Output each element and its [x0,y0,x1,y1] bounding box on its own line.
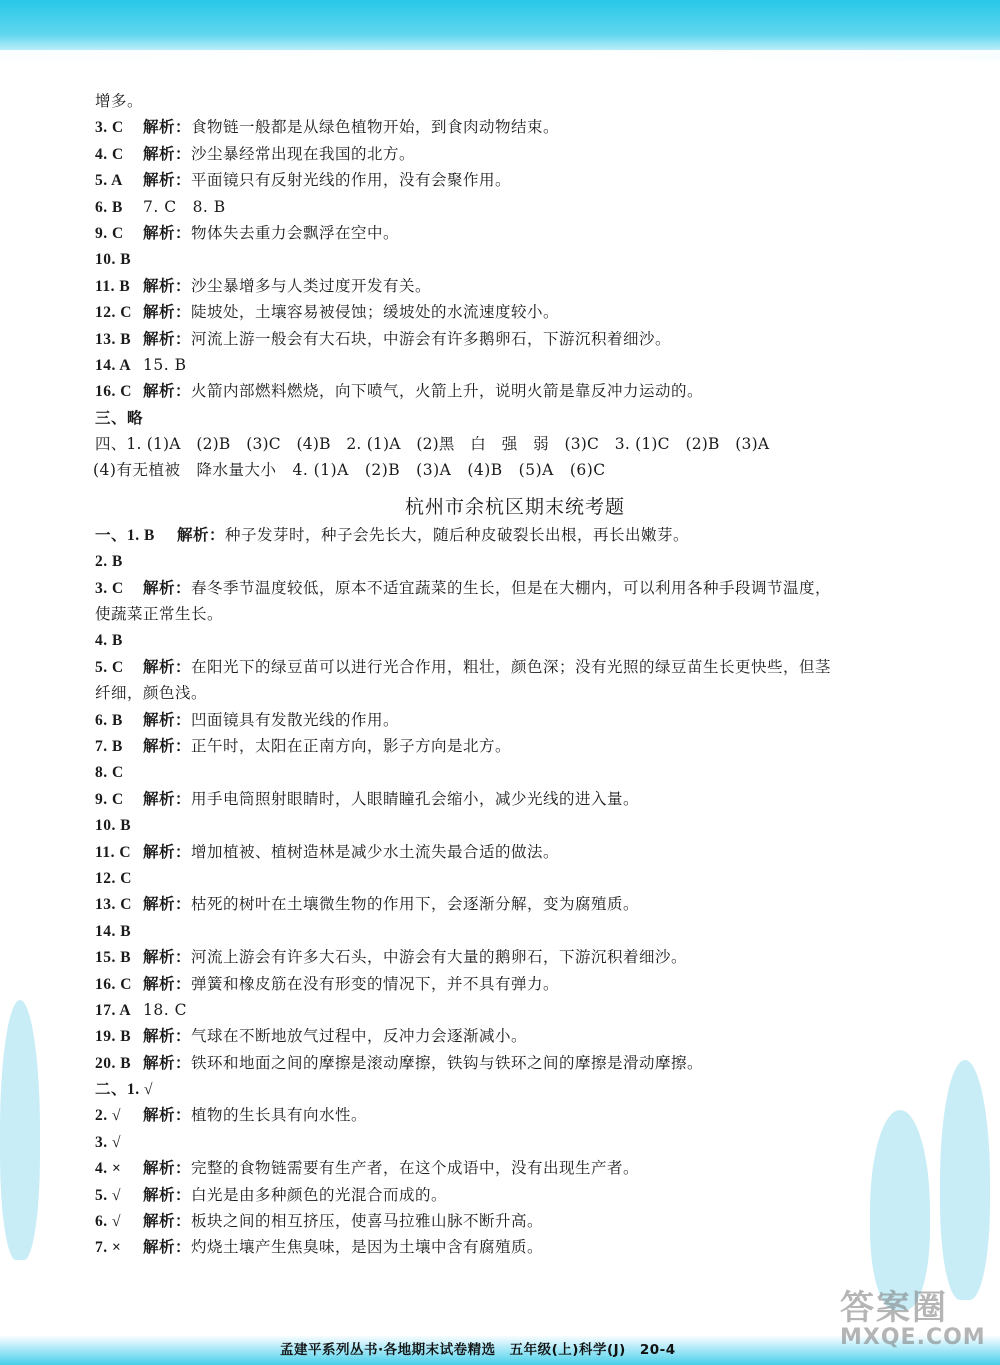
answer-number: 16. C [95,383,132,401]
answer-text: 完整的食物链需要有生产者，在这个成语中，没有出现生产者。 [191,1159,640,1178]
answer-number: 二、1. √ [95,1081,154,1099]
watermark-text: 答案圈 [840,1288,948,1328]
exam-title: 杭州市余杭区期末统考题 [404,495,625,518]
answer-line [95,575,935,601]
answer-number: 4. C [95,145,124,163]
analysis-label: 解析： [143,143,192,163]
answer-number: 6. B [95,711,123,729]
answer-line [95,1208,935,1234]
analysis-label: 解析： [143,577,192,597]
answer-text: 凹面镜具有发散光线的作用。 [191,710,400,729]
analysis-label: 解析： [143,894,192,914]
answer-text: 弹簧和橡皮筋在没有形变的情况下，并不具有弹力。 [191,974,560,993]
section-four-line-2: (4)有无植被 降水量大小 4. (1)A (2)B (3)A (4)B (5)A (6)C [93,461,606,480]
watermark-url: MXQE.COM [840,1325,986,1350]
answer-number: 3. C [95,119,124,137]
answer-line [95,891,935,917]
analysis-label: 解析： [143,1052,192,1072]
answer-line [95,1129,935,1155]
analysis-label: 解析： [143,117,192,137]
page-footer: 孟建平系列丛书·各地期末试卷精选 五年级(上)科学(J) 20-4 [280,1342,676,1358]
analysis-label: 解析： [143,170,192,190]
answer-line [95,1050,935,1076]
answer-number: 14. B [95,922,132,940]
answer-line [95,88,935,114]
analysis-label: 解析： [143,656,192,676]
answer-line [95,1155,935,1181]
answer-text: 气球在不断地放气过程中，反冲力会逐渐减小。 [191,1027,528,1046]
answer-line [95,918,935,944]
answer-line [95,548,935,574]
answer-number: 11. B [95,277,131,295]
section-previous-answers [95,88,935,405]
section-yuhang-answers [95,522,935,1261]
answer-number: 8. C [95,764,124,782]
answer-line [95,352,935,378]
answer-number: 12. C [95,869,132,887]
answer-text: 种子发芽时，种子会先长大，随后种皮破裂长出根，再长出嫩芽。 [225,525,690,544]
answer-number: 17. A [95,1001,132,1019]
answer-line [95,707,935,733]
analysis-label: 解析： [143,709,192,729]
reed-decor-left [0,1000,40,1260]
answer-number: 5. A [95,172,123,190]
answer-number: 5. √ [95,1186,122,1204]
analysis-label: 解析： [143,328,192,348]
answer-number: 2. B [95,553,123,571]
answer-line [95,1234,935,1260]
analysis-label: 解析： [143,788,192,808]
answer-line [95,378,935,404]
answer-line [95,812,935,838]
analysis-label: 解析： [143,1158,192,1178]
answer-number: 20. B [95,1054,132,1072]
answer-number: 12. C [95,304,132,322]
answer-number: 5. C [95,658,124,676]
analysis-label: 解析： [143,973,192,993]
answer-line [95,627,935,653]
answer-line [95,194,935,220]
answer-text: 河流上游会有许多大石头，中游会有大量的鹅卵石，下游沉积着细沙。 [191,948,688,967]
section-four-line-1: 四、1. (1)A (2)B (3)C (4)B 2. (1)A (2)黑 白 强 弱 (3)C 3. (1)C (2)B (3)A [95,435,770,454]
answer-line [95,971,935,997]
answer-text: 沙尘暴增多与人类过度开发有关。 [191,276,432,295]
answer-content [95,88,935,1261]
watermark-logo [840,1280,990,1360]
answer-line [95,299,935,325]
answer-line [95,114,935,140]
reed-decor-right2 [940,1060,990,1300]
answer-number: 4. × [95,1160,122,1178]
answer-line [95,220,935,246]
answer-text: 在阳光下的绿豆苗可以进行光合作用，粗壮，颜色深；没有光照的绿豆苗生长更快些，但茎 [191,657,832,676]
answer-text: 纤细，颜色浅。 [95,684,208,703]
answer-number: 一、1. B [95,526,155,544]
answer-number: 6. B [95,198,123,216]
answer-text: 增加植被、植树造林是减少水土流失最合适的做法。 [191,842,560,861]
answer-line [95,1102,935,1128]
answer-text: 使蔬菜正常生长。 [95,605,224,624]
answer-number: 13. B [95,330,132,348]
analysis-label: 解析： [143,275,192,295]
answer-line [95,1182,935,1208]
analysis-label: 解析： [143,1237,192,1257]
top-decor-band [0,0,1000,62]
answer-line [95,786,935,812]
answer-text: 7. C 8. B [143,197,226,216]
answer-text: 物体失去重力会飘浮在空中。 [191,223,400,242]
answer-line [95,839,935,865]
analysis-label: 解析： [143,381,192,401]
answer-line [95,997,935,1023]
answer-line [95,522,935,548]
analysis-label: 解析： [143,1026,192,1046]
answer-number: 7. B [95,737,123,755]
answer-line [95,246,935,272]
answer-number: 14. A [95,356,132,374]
answer-text: 灼烧土壤产生焦臭味，是因为土壤中含有腐殖质。 [191,1238,544,1257]
answer-text: 火箭内部燃料燃烧，向下喷气，火箭上升，说明火箭是靠反冲力运动的。 [191,382,704,401]
answer-text: 白光是由多种颜色的光混合而成的。 [191,1185,448,1204]
answer-number: 3. √ [95,1133,122,1151]
analysis-label: 解析： [143,1105,192,1125]
answer-text: 15. B [143,355,187,374]
answer-number: 10. B [95,817,132,835]
answer-text: 增多。 [95,92,144,110]
analysis-label: 解析： [143,735,192,755]
answer-number: 13. C [95,896,132,914]
answer-number: 6. √ [95,1213,122,1231]
section-three-line: 三、略 [95,407,144,427]
answer-text: 枯死的树叶在土壤微生物的作用下，会逐渐分解，变为腐殖质。 [191,895,640,914]
answer-line [95,273,935,299]
answer-text: 用手电筒照射眼睛时，人眼睛瞳孔会缩小，减少光线的进入量。 [191,789,640,808]
answer-number: 16. C [95,975,132,993]
answer-line [95,1023,935,1049]
answer-line [95,733,935,759]
analysis-label: 解析： [143,841,192,861]
analysis-label: 解析： [143,222,192,242]
answer-number: 10. B [95,251,132,269]
answer-line [95,654,935,680]
analysis-label: 解析： [143,1211,192,1231]
answer-line [95,759,935,785]
answer-text: 板块之间的相互挤压，使喜马拉雅山脉不断升高。 [191,1212,544,1231]
answer-line [95,680,935,706]
analysis-label: 解析： [143,947,192,967]
answer-text: 春冬季节温度较低，原本不适宜蔬菜的生长，但是在大棚内，可以利用各种手段调节温度， [191,578,832,597]
answer-text: 河流上游一般会有大石块，中游会有许多鹅卵石，下游沉积着细沙。 [191,329,672,348]
answer-number: 7. × [95,1239,122,1257]
answer-text: 植物的生长具有向水性。 [191,1106,368,1125]
answer-text: 陡坡处，土壤容易被侵蚀；缓坡处的水流速度较小。 [191,303,560,322]
answer-text: 正午时，太阳在正南方向，影子方向是北方。 [191,736,512,755]
answer-text: 铁环和地面之间的摩擦是滚动摩擦，铁钩与铁环之间的摩擦是滑动摩擦。 [191,1053,704,1072]
answer-line [95,865,935,891]
answer-line [95,601,935,627]
answer-text: 18. C [143,1000,187,1019]
answer-number: 11. C [95,843,132,861]
answer-line [95,141,935,167]
answer-number: 2. √ [95,1107,122,1125]
answer-line [95,167,935,193]
answer-text: 沙尘暴经常出现在我国的北方。 [191,144,416,163]
answer-line [95,326,935,352]
answer-number: 15. B [95,949,132,967]
analysis-label: 解析： [143,302,192,322]
answer-number: 9. C [95,790,124,808]
answer-number: 9. C [95,224,124,242]
answer-text: 平面镜只有反射光线的作用，没有会聚作用。 [191,171,512,190]
answer-text: 食物链一般都是从绿色植物开始，到食肉动物结束。 [191,118,560,137]
answer-line [95,1076,935,1102]
answer-number: 4. B [95,632,123,650]
answer-number: 19. B [95,1028,132,1046]
analysis-label: 解析： [177,524,226,544]
analysis-label: 解析： [143,1184,192,1204]
answer-line [95,944,935,970]
answer-number: 3. C [95,579,124,597]
